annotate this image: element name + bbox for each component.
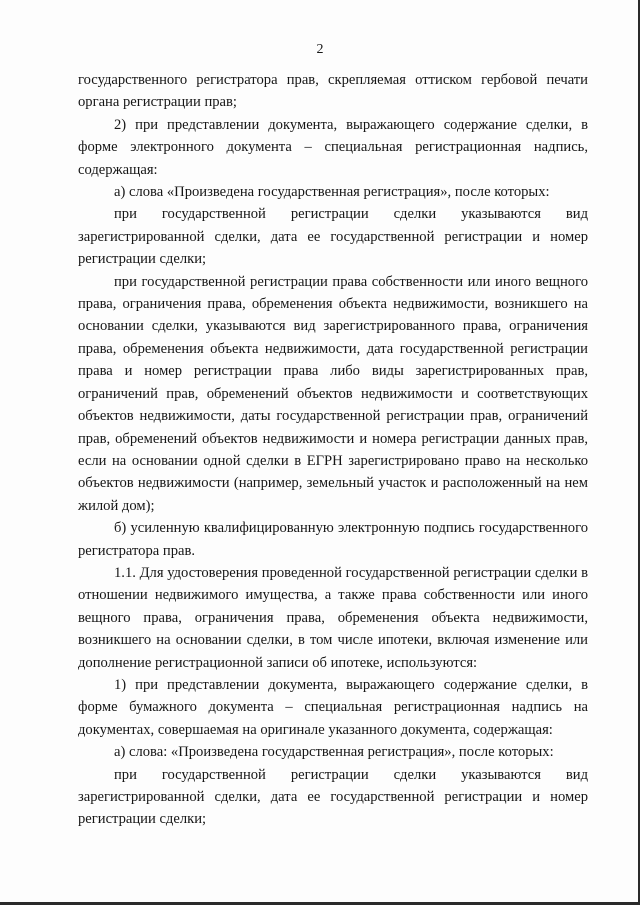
paragraph: государственного регистратора прав, скрепляемая оттиском гербовой печати органа регистрации прав; [78, 72, 588, 111]
paragraph: 1.1. Для удостоверения проведенной государственной регистрации сделки в отношении недвижимого имущества, а также права собственности или иного вещного права, ограничения права, обременения объекта недвижимости, возникшего на основании сделки, в том числе ипотеки, включая изменение или дополнение регистрационной записи об ипотеке, используются: [78, 564, 588, 671]
paragraph: при государственной регистрации права собственности или иного вещного права, ограничения права, обременения объекта недвижимости, возникшего на основании сделки, указываются вид зарегистрированного права, ограничения права, обременения объекта недвижимости, дата государственной регистрации права и номер регистрации права либо виды зарегистрированных прав, ограничений прав, обременений объектов недвижимости и соответствующих объектов недвижимости, даты государственной регистрации прав, ограничений прав, обременений объектов недвижимости и номера регистрации данных прав, если на основании одной сделки в ЕГРН зарегистрировано право на несколько объектов недвижимости (например, земельный участок и расположенный на нем жилой дом); [78, 273, 588, 514]
paragraph: при государственной регистрации сделки указываются вид зарегистрированной сделки, дата ее государственной регистрации и номер регистрации сделки; [78, 766, 588, 828]
paragraph: 1) при представлении документа, выражающего содержание сделки, в форме бумажного документа – специальная регистрационная надпись на документах, совершаемая на оригинале указанного документа, содержащая: [78, 676, 588, 738]
page-number: 2 [316, 42, 324, 57]
paragraph: б) усиленную квалифицированную электронную подпись государственного регистратора прав. [78, 520, 588, 559]
paragraph: при государственной регистрации сделки указываются вид зарегистрированной сделки, дата ее государственной регистрации и номер регистрации сделки; [78, 206, 588, 268]
document-body [78, 69, 588, 831]
paragraph: а) слова «Произведена государственная регистрация», после которых: [114, 184, 550, 201]
paragraph: 2) при представлении документа, выражающего содержание сделки, в форме электронного документа – специальная регистрационная надпись, содержащая: [78, 116, 588, 178]
paragraph: а) слова: «Произведена государственная регистрация», после которых: [114, 744, 554, 761]
